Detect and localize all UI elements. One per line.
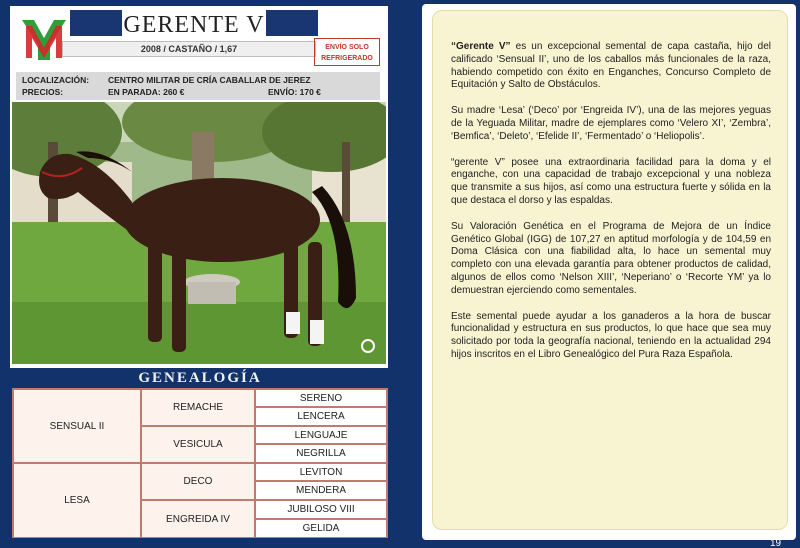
location-value: CENTRO MILITAR DE CRÍA CABALLAR DE JEREZ xyxy=(108,75,311,85)
page-number: 19 xyxy=(770,538,782,548)
description-panel xyxy=(432,10,788,530)
horse-photo xyxy=(12,102,386,364)
price-stud: EN PARADA: 260 € xyxy=(108,87,185,97)
grandparent-cell: ENGREIDA IV xyxy=(141,500,255,538)
dam-cell: LESA xyxy=(13,463,141,538)
description-card xyxy=(422,4,796,540)
horse-name: GERENTE V xyxy=(123,12,265,38)
great-grandparent-cell: LENCERA xyxy=(255,407,387,426)
grandparent-cell: DECO xyxy=(141,463,255,500)
grandparent-cell: REMACHE xyxy=(141,389,255,426)
horse-card xyxy=(10,6,388,368)
great-grandparent-cell: SERENO xyxy=(255,389,387,407)
great-grandparent-cell: LEVITON xyxy=(255,463,387,481)
grandparent-cell: VESICULA xyxy=(141,426,255,463)
paragraph-4: Su Valoración Genética en el Programa de Mejora de un Índice Genético Global (IGG) de 107,27 en aptitud morfología y de 104,59 en Doma Clásica con una fiabilidad alta, lo hace un semental muy completo con una elevada garantía para obtener productos de calidad, algunos de ellos como ‘Nelson XIII’, ‘Neperiano’ o ‘Recorte YM’ ya lo demuestran ejerciendo como sementales. xyxy=(451,220,771,296)
paragraph-2: Su madre ‘Lesa’ (‘Deco’ por ‘Engreida IV’), una de las mejores yeguas de la Yeguada Militar, madre de ejemplares como ‘Velero XI’, ‘Zembra’, ‘Bemfica’, ‘Deleto’, ‘Efelide II’, ‘Fermentado’ o ‘Heliopolis’. xyxy=(451,105,771,142)
shipping-line-2: REFRIGERADO xyxy=(321,55,373,62)
shipping-badge xyxy=(314,38,380,66)
shipping-line-1: ENVÍO SOLO xyxy=(325,44,369,51)
genealogy-table xyxy=(12,388,388,538)
horse-info: 2008 / CASTAÑO / 1,67 xyxy=(62,41,316,57)
header-decor-right xyxy=(266,10,318,36)
paragraph-3: “gerente V” posee una extraordinaria facilidad para la doma y el enganche, con una capacidad de trabajo excepcional y una nobleza que transmite a sus hijos, así como una estructura fuerte y sólida en la que destaca el dorso y las espaldas. xyxy=(451,156,771,206)
location-bar xyxy=(16,72,380,100)
great-grandparent-cell: LENGUAJE xyxy=(255,426,387,444)
great-grandparent-cell: GELIDA xyxy=(255,519,387,538)
paragraph-1 xyxy=(451,41,771,92)
horse-name-quote: “Gerente V” xyxy=(451,41,511,52)
location-label: LOCALIZACIÓN: xyxy=(22,75,90,85)
price-shipping: ENVÍO: 170 € xyxy=(268,87,321,97)
paragraph-5: Este semental puede ayudar a los ganaderos a la hora de buscar funcionalidad y estructura en sus productos, lo que hace que sea muy solicitado por toda la geografía nacional, teniendo en la actualidad 294 hijos inscritos en el Libro Genealógico del Pura Raza Española. xyxy=(451,310,771,360)
sire-cell: SENSUAL II xyxy=(13,389,141,463)
great-grandparent-cell: NEGRILLA xyxy=(255,444,387,463)
great-grandparent-cell: MENDERA xyxy=(255,481,387,500)
great-grandparent-cell: JUBILOSO VIII xyxy=(255,500,387,519)
price-label: PRECIOS: xyxy=(22,87,64,97)
description-text xyxy=(451,41,771,375)
header-decor-left xyxy=(70,10,122,36)
ym-logo-icon xyxy=(20,14,68,62)
genealogy-title: GENEALOGÍA xyxy=(12,368,388,388)
paragraph-1-text: es un excepcional semental de capa castaña, hijo del calificado ‘Sensual II’, uno de los caballos más funcionales de la raza, habiendo competido con éxito en Enganches, Concurso Completo de Equitación y Salto de Obstáculos. xyxy=(451,41,771,91)
